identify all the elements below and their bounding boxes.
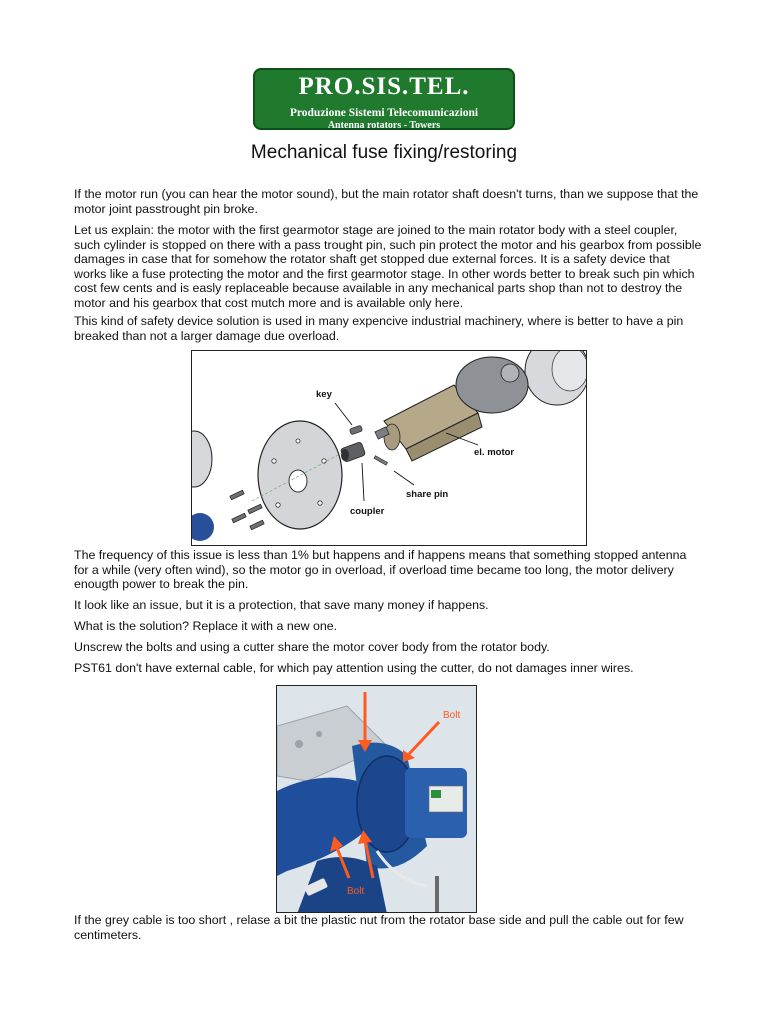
exploded-view-figure bbox=[191, 350, 587, 546]
logo-tagline: Produzione Sistemi Telecomunicazioni bbox=[289, 107, 479, 119]
label-bolt-bottom: Bolt bbox=[347, 886, 365, 897]
label-coupler: coupler bbox=[350, 506, 385, 517]
rotator-photo-figure bbox=[276, 685, 477, 913]
paragraph-industrial: This kind of safety device solution is used in many expencive industrial machinery, where is better to have a pin breaked than not a larger damage due overload. bbox=[74, 314, 684, 343]
label-bolt-top: Bolt bbox=[443, 710, 461, 721]
label-el-motor: el. motor bbox=[474, 447, 515, 458]
label-share-pin: share pin bbox=[406, 489, 449, 500]
paragraph-pst61: PST61 don't have external cable, for which pay attention using the cutter, do not damages inner wires. bbox=[74, 661, 634, 675]
paragraph-symptom: If the motor run (you can hear the motor sound), but the main rotator shaft doesn't turns, than we suppose that the motor joint passtrought pin broke. bbox=[74, 187, 699, 216]
page-title: Mechanical fuse fixing/restoring bbox=[250, 142, 518, 163]
label-key: key bbox=[316, 389, 332, 400]
paragraph-unscrew: Unscrew the bolts and using a cutter share the motor cover body from the rotator body. bbox=[74, 640, 550, 654]
paragraph-frequency: The frequency of this issue is less than 1% but happens and if happens means that something stopped antenna for a while (very often wind), so the motor go in overload, if overload time became too long, the motor delivery enougth power to break the pin. bbox=[74, 548, 687, 591]
paragraph-explanation: Let us explain: the motor with the first gearmotor stage are joined to the main rotator body with a steel coupler, such cylinder is stopped on there with a pass trought pin, such pin protect the motor and his gearbox from possible damages in case that for somehow the rotator shaft get stopped due external forces. It is a safety device that works like a fuse protecting the motor and the first gearmotor stage. In other words better to break such pin which cost few cents and is easly replaceable because available in any mechanical parts shop than not to destroy the motor and his gearbox that cost mutch more and is available only here. bbox=[74, 223, 702, 310]
paragraph-grey-cable: If the grey cable is too short , relase a bit the plastic nut from the rotator base side and pull the cable out for few centimeters. bbox=[74, 913, 684, 942]
paragraph-solution: What is the solution? Replace it with a new one. bbox=[74, 619, 338, 633]
paragraph-protection: It look like an issue, but it is a protection, that save many money if happens. bbox=[74, 598, 489, 612]
prosistel-logo bbox=[253, 68, 515, 130]
logo-subtagline: Antenna rotators - Towers bbox=[327, 120, 441, 131]
logo-name: PRO.SIS.TEL. bbox=[298, 73, 470, 100]
